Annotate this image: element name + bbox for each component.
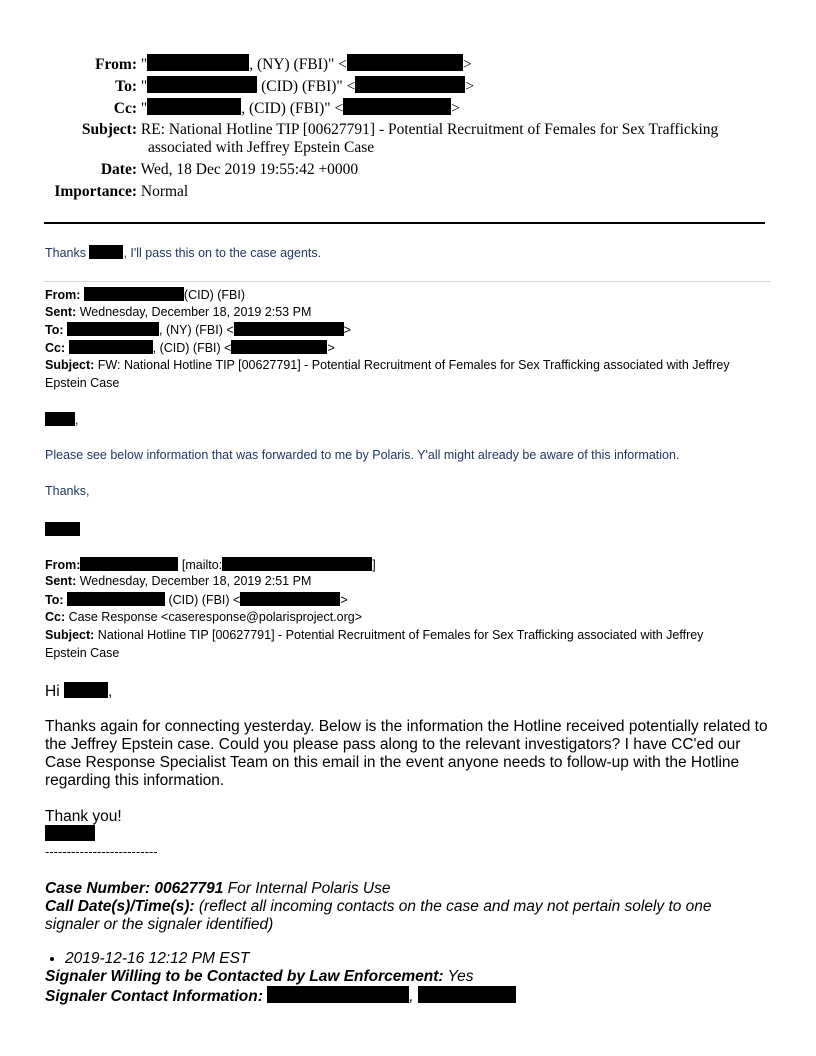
header-subject-line1: RE: National Hotline TIP [00627791] - Potential Recruitment of Females for Sex Trafficking [140, 121, 719, 138]
fw1-from-row [45, 287, 245, 302]
fw2-subject-row [45, 628, 703, 642]
fw2-subject-line2: Epstein Case [45, 646, 120, 660]
fw1-subject-row [45, 358, 730, 372]
fw1-cc-value: , (CID) (FBI) < [152, 341, 232, 355]
fw1-subject-line2: Epstein Case [45, 376, 120, 390]
bracket-close: ] [372, 558, 376, 572]
reply-thanks-suffix: , I'll pass this on to the case agents. [123, 246, 322, 260]
fw2-sent-label: Sent: [45, 574, 77, 588]
quote-mark: " [140, 78, 148, 95]
header-date-value: Wed, 18 Dec 2019 19:55:42 +0000 [140, 161, 359, 178]
redacted-block [222, 557, 372, 571]
redacted-block [45, 522, 80, 536]
fw2-subject-line1: National Hotline TIP [00627791] - Potential Recruitment of Females for Sex Trafficking associated with Jeffrey [97, 628, 704, 642]
redacted-block [343, 98, 451, 115]
header-from-label: From: [95, 56, 137, 73]
angle-close: > [462, 56, 472, 73]
case-number-label: Case Number: 00627791 [45, 880, 224, 897]
redacted-block [45, 825, 95, 841]
polaris-body: Thanks again for connecting yesterday. Below is the information the Hotline received potentially related to the Jeffrey Epstein case. Could you please pass along to the relevant investigators? I have CC'ed our Case Response Specialist Team on this email in the event anyone needs to follow-up with the Hotline regarding this information. [45, 718, 768, 789]
fw2-from-row [45, 557, 376, 572]
redacted-block [418, 986, 516, 1003]
call-dates-row [45, 898, 769, 934]
header-cc-suffix: , (CID) (FBI)" < [241, 100, 344, 117]
header-subject-label: Subject: [81, 121, 137, 138]
fw2-cc-label: Cc: [45, 610, 66, 624]
header-to-suffix: (CID) (FBI)" < [257, 78, 356, 95]
case-number-note: For Internal Polaris Use [223, 880, 391, 897]
reply-thanks-prefix: Thanks [45, 246, 90, 260]
fw1-to-value: , (NY) (FBI) < [159, 323, 234, 337]
header-importance-value: Normal [140, 183, 189, 200]
redacted-block [69, 340, 153, 354]
fw1-cc-row [45, 340, 335, 355]
redacted-block [231, 340, 327, 354]
polaris-greeting-text: Hi [45, 683, 64, 700]
angle-close: > [327, 341, 335, 355]
header-divider [44, 222, 765, 224]
fw1-greeting [45, 412, 78, 427]
polaris-signature [45, 825, 95, 844]
willing-label: Signaler Willing to be Contacted by Law Enforcement: [45, 968, 444, 985]
fw1-to-row [45, 322, 351, 337]
fw1-cc-label: Cc: [45, 341, 66, 355]
angle-close: > [343, 323, 351, 337]
contact-label: Signaler Contact Information: [45, 988, 263, 1005]
fw1-sent-row [45, 305, 311, 319]
redacted-block [45, 412, 75, 426]
header-subject-line2: associated with Jeffrey Epstein Case [148, 139, 375, 156]
fw2-from-mailto: [mailto: [181, 558, 223, 572]
fw1-subject-line1: FW: National Hotline TIP [00627791] - Potential Recruitment of Females for Sex Trafficking associated with Jeffrey [97, 358, 730, 372]
fw1-to-label: To: [45, 323, 64, 337]
willing-value: Yes [443, 968, 474, 985]
header-cc-row [0, 98, 460, 118]
fw2-to-row [45, 592, 348, 607]
fw2-subject-label: Subject: [45, 628, 95, 642]
case-number-row [45, 880, 390, 898]
redacted-block [267, 986, 409, 1003]
header-importance-row [0, 183, 188, 201]
call-date-item: • 2019-12-16 12:12 PM EST [65, 950, 249, 968]
redacted-block [80, 557, 178, 571]
fw2-sent-row [45, 574, 311, 588]
redacted-block [147, 76, 257, 93]
fw1-from-value: (CID) (FBI) [183, 288, 246, 302]
header-cc-label: Cc: [113, 100, 137, 117]
fw1-signature [45, 521, 80, 539]
redacted-block [84, 287, 184, 301]
redacted-block [147, 98, 241, 115]
polaris-separator: -------------------------- [45, 844, 158, 859]
redacted-block [64, 682, 108, 698]
fw2-sent-value: Wednesday, December 18, 2019 2:51 PM [79, 574, 312, 588]
fw2-to-value: (CID) (FBI) < [165, 593, 241, 607]
header-to-row [0, 76, 474, 96]
polaris-thank-you: Thank you! [45, 808, 122, 825]
fw2-to-label: To: [45, 593, 64, 607]
header-from-row [0, 54, 472, 74]
fw2-cc-value: Case Response <caseresponse@polarisproject.org> [68, 610, 363, 624]
fw2-from-label: From: [45, 558, 81, 572]
redacted-block [147, 54, 249, 71]
contact-sep: , [409, 988, 414, 1005]
call-dates-note: (reflect all incoming contacts on the case and may not pertain solely to one signaler or the signaler identified) [45, 898, 712, 933]
header-date-label: Date: [100, 161, 137, 178]
redacted-block [240, 592, 340, 606]
forward-divider [44, 281, 771, 282]
redacted-block [67, 592, 165, 606]
contact-row [45, 986, 516, 1006]
fw1-from-label: From: [45, 288, 81, 302]
redacted-block [67, 322, 159, 336]
header-subject-row [0, 121, 718, 139]
redacted-block [355, 76, 465, 93]
redacted-block [234, 322, 344, 336]
header-to-label: To: [115, 78, 137, 95]
redacted-block [89, 245, 123, 259]
angle-close: > [465, 78, 475, 95]
header-date-row [0, 161, 358, 179]
willing-row [45, 968, 474, 986]
fw1-body: Please see below information that was forwarded to me by Polaris. Y'all might already be aware of this information. [45, 448, 680, 462]
call-dates-label: Call Date(s)/Time(s): [45, 898, 195, 915]
angle-close: > [340, 593, 348, 607]
call-dates-list [45, 950, 249, 968]
angle-close: > [451, 100, 460, 117]
quote-mark: " [140, 56, 148, 73]
polaris-greeting [45, 682, 112, 701]
reply-line [45, 245, 321, 260]
quote-mark: " [140, 100, 148, 117]
header-importance-label: Importance: [54, 183, 137, 200]
fw1-sent-value: Wednesday, December 18, 2019 2:53 PM [79, 305, 312, 319]
fw1-signoff: Thanks, [45, 484, 90, 498]
fw2-cc-row [45, 610, 362, 624]
polaris-greeting-suffix: , [107, 683, 113, 700]
fw1-sent-label: Sent: [45, 305, 77, 319]
header-from-suffix: , (NY) (FBI)" < [249, 56, 347, 73]
fw1-greeting-suffix: , [75, 413, 79, 427]
fw1-subject-label: Subject: [45, 358, 95, 372]
redacted-block [347, 54, 463, 71]
